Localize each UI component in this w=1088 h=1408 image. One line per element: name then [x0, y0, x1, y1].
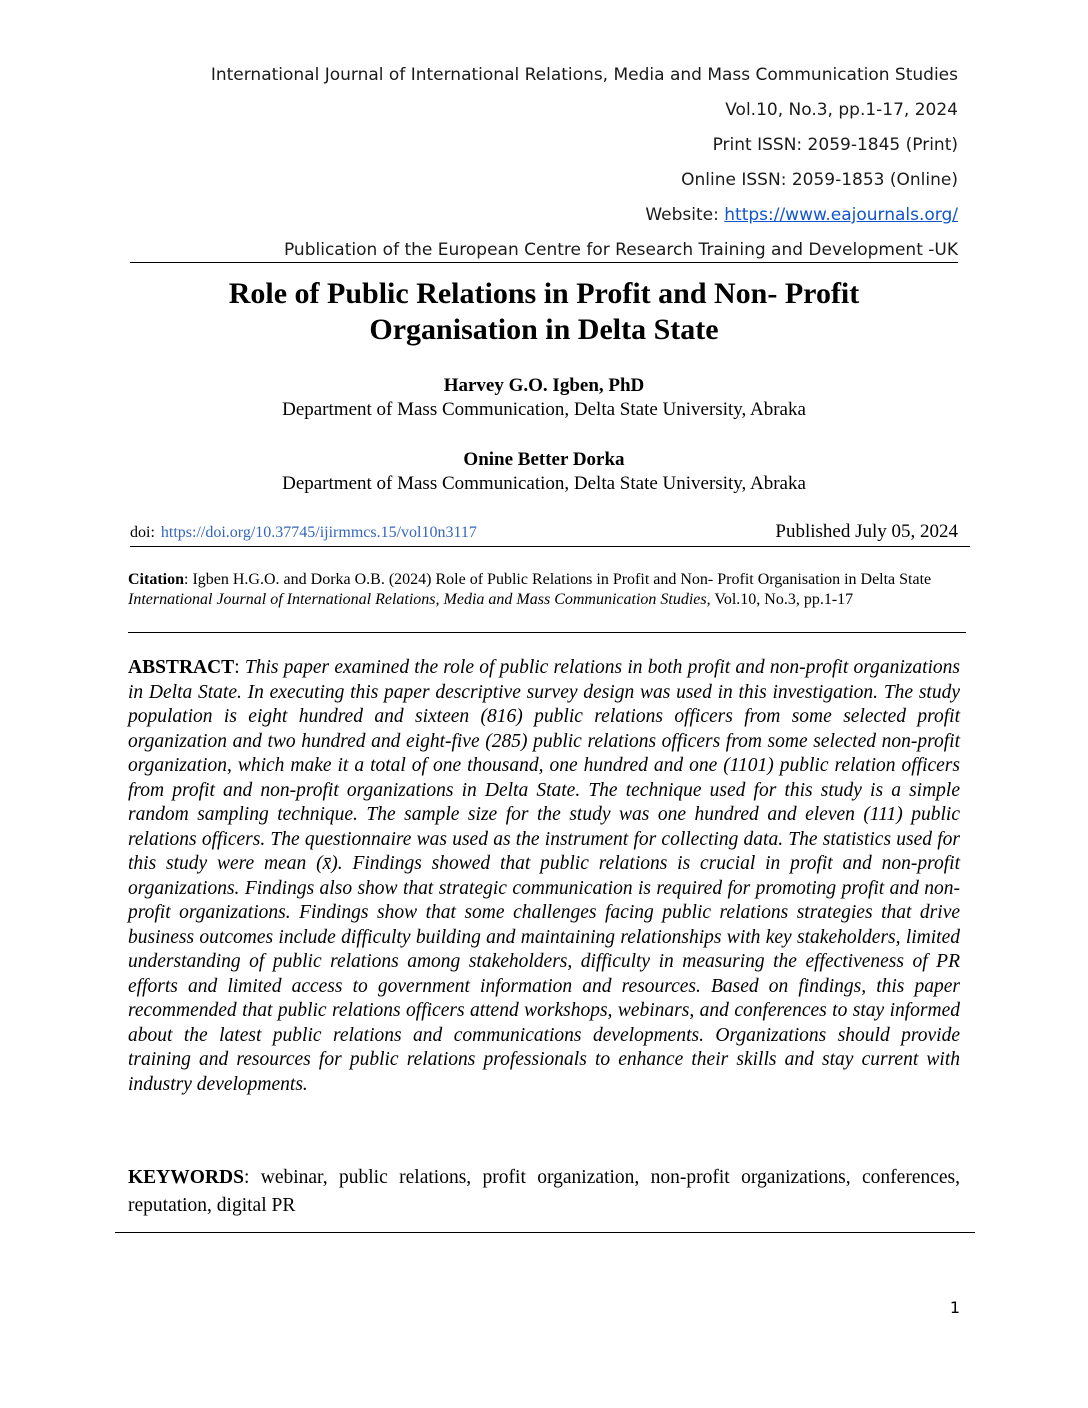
- abstract-text: This paper examined the role of public relations in both profit and non-profit organizations in Delta State. In executing this paper descriptive survey design was used in this investigation. The study population is eight hundred and sixteen (816) public relations officers from some selected profit organization and two hundred and eight-five (285) public relations officers from some selected non-profit organization, which make it a total of one thousand, one hundred and one (1101) public relation officers from profit and non-profit organizations in Delta State. The technique used for this study is a simple random sampling technique. The sample size for the study was one hundred and eleven (111) public relations officers. The questionnaire was used as the instrument for collecting data. The statistics used for this study were mean (x̄). Findings showed that public relations is crucial in profit and non-profit organizations. Findings also show that strategic communication is required for promoting profit and non-profit organizations. Findings show that some challenges facing public relations strategies that drive business outcomes include difficulty building and maintaining relationships with key stakeholders, limited understanding of public relations among stakeholders, difficulty in measuring the effectiveness of PR efforts and limited access to government information and resources. Based on findings, this paper recommended that public relations officers attend workshops, webinars, and conferences to stay informed about the latest public relations and communications developments. Organizations should provide training and resources for public relations professionals to enhance their skills and stay current with industry developments.: [128, 657, 961, 1095]
- online-issn: Online ISSN: 2059-1853 (Online): [681, 170, 958, 190]
- citation-label: Citation: [128, 571, 184, 588]
- website-line: [98, 198, 958, 233]
- published-date: Published July 05, 2024: [775, 521, 958, 542]
- journal-name: International Journal of International Relations, Media and Mass Communication Studies: [210, 65, 958, 85]
- citation: [128, 570, 966, 610]
- doi-label: doi:: [130, 524, 155, 541]
- journal-header: [98, 58, 958, 268]
- volume-info: Vol.10, No.3, pp.1-17, 2024: [725, 100, 958, 120]
- author-affiliation: Department of Mass Communication, Delta State University, Abraka: [282, 399, 806, 420]
- author-name: Harvey G.O. Igben, PhD: [443, 375, 645, 396]
- title-line-1: Role of Public Relations in Profit and Non- Profit: [228, 277, 860, 310]
- print-issn: Print ISSN: 2059-1845 (Print): [712, 135, 958, 155]
- citation-divider: [128, 632, 966, 633]
- abstract-label: ABSTRACT: [128, 657, 235, 678]
- header-divider: [130, 262, 958, 263]
- citation-text: : Igben H.G.O. and Dorka O.B. (2024) Role of Public Relations in Profit and Non- Profit Organisation in Delta State: [184, 571, 932, 588]
- abstract-sep: :: [234, 657, 245, 678]
- citation-journal: International Journal of International Relations, Media and Mass Communication Studies: [128, 591, 707, 608]
- paper-title: [130, 276, 958, 348]
- abstract: [128, 656, 960, 1097]
- doi-row: [130, 520, 970, 547]
- keywords-label: KEYWORDS: [128, 1167, 244, 1188]
- title-line-2: Organisation in Delta State: [369, 313, 719, 346]
- author-affiliation: Department of Mass Communication, Delta State University, Abraka: [282, 473, 806, 494]
- author-block-1: [130, 374, 958, 422]
- doi-link[interactable]: https://doi.org/10.37745/ijirmmcs.15/vol10n3117: [160, 524, 477, 541]
- website-label: Website:: [645, 205, 725, 225]
- website-link[interactable]: https://www.eajournals.org/: [724, 205, 958, 225]
- doi-line: [130, 524, 477, 542]
- author-name: Onine Better Dorka: [463, 449, 625, 470]
- keywords-text: : webinar, public relations, profit organization, non-profit organizations, conferences, reputation, digital PR: [128, 1167, 960, 1216]
- page-number: 1: [949, 1298, 960, 1317]
- keywords-divider: [115, 1232, 975, 1233]
- citation-tail: , Vol.10, No.3, pp.1-17: [706, 591, 854, 608]
- author-block-2: [130, 448, 958, 496]
- publisher-line: Publication of the European Centre for Research Training and Development -UK: [283, 240, 958, 260]
- keywords: [128, 1164, 960, 1220]
